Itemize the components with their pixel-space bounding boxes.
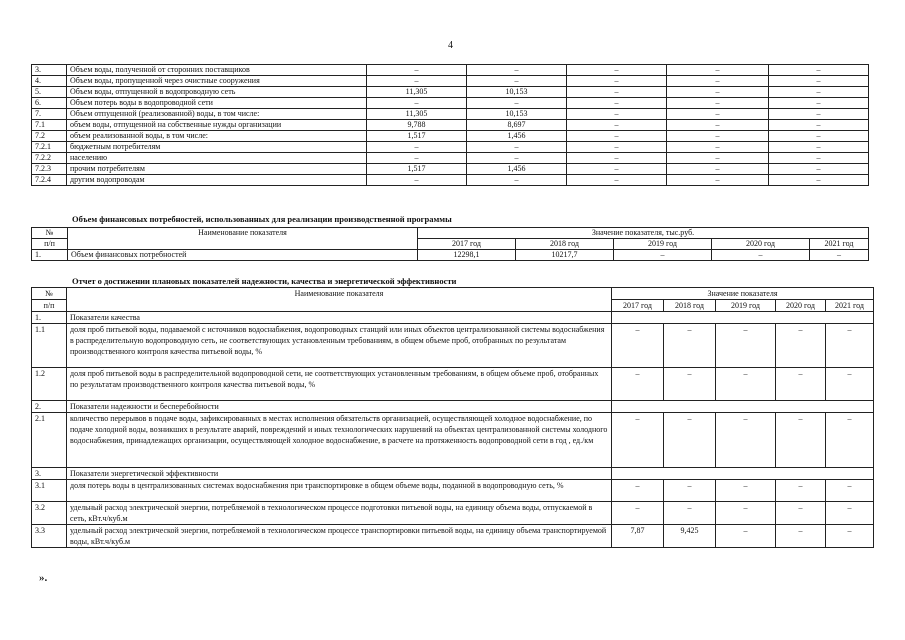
- row-value: –: [614, 250, 712, 261]
- year-header: 2018 год: [664, 300, 716, 312]
- year-header: 2019 год: [614, 239, 712, 250]
- row-name: Объем воды, полученной от сторонних поставщиков: [67, 65, 367, 76]
- row-value: 10217,7: [516, 250, 614, 261]
- row-value: 1,456: [467, 131, 567, 142]
- row-value: –: [567, 153, 667, 164]
- year-header: 2017 год: [612, 300, 664, 312]
- row-value: –: [776, 525, 826, 548]
- col-name-header: Наименование показателя: [68, 228, 418, 250]
- row-number: 1.: [32, 250, 68, 261]
- row-name: доля проб питьевой воды в распределительной водопроводной сети, не соответствующих установленным требованиям, в общем объеме проб, отобранных по результатам производственного контроля качества питьевой воды, %: [67, 368, 612, 401]
- year-header: 2017 год: [418, 239, 516, 250]
- row-value: 1,517: [367, 164, 467, 175]
- row-number: 7.2: [32, 131, 67, 142]
- col-no-header: №: [32, 228, 68, 239]
- row-value: –: [664, 480, 716, 502]
- section-row: [32, 401, 874, 413]
- row-value: –: [810, 250, 869, 261]
- row-value: –: [826, 525, 874, 548]
- table-row: [32, 65, 869, 76]
- row-value: –: [667, 65, 769, 76]
- closing-quote: ».: [39, 572, 48, 584]
- row-value: –: [716, 368, 776, 401]
- row-value: –: [567, 131, 667, 142]
- table-row: [32, 164, 869, 175]
- row-value: –: [716, 502, 776, 525]
- row-value: –: [567, 65, 667, 76]
- row-value: –: [826, 480, 874, 502]
- table-row: [32, 120, 869, 131]
- row-value: 9,788: [367, 120, 467, 131]
- row-name: объем реализованной воды, в том числе:: [67, 131, 367, 142]
- row-number: 2.: [32, 401, 67, 413]
- row-value: –: [367, 175, 467, 186]
- section-name: Показатели качества: [67, 312, 612, 324]
- section-name: Показатели надежности и бесперебойности: [67, 401, 612, 413]
- row-value: –: [716, 525, 776, 548]
- row-value: –: [769, 76, 869, 87]
- row-value: –: [367, 65, 467, 76]
- table-row: [32, 502, 874, 525]
- table-row: [32, 142, 869, 153]
- row-value: 1,456: [467, 164, 567, 175]
- page-number: 4: [448, 40, 453, 51]
- row-value: 11,305: [367, 109, 467, 120]
- row-number: 7.2.1: [32, 142, 67, 153]
- indicators-table: [31, 287, 874, 548]
- row-value: –: [826, 368, 874, 401]
- row-value: –: [612, 480, 664, 502]
- row-value: –: [667, 175, 769, 186]
- row-number: 6.: [32, 98, 67, 109]
- row-value: –: [769, 120, 869, 131]
- row-number: 3.: [32, 468, 67, 480]
- row-number: 4.: [32, 76, 67, 87]
- row-value: –: [769, 153, 869, 164]
- row-value: –: [667, 98, 769, 109]
- table-row: [32, 368, 874, 401]
- year-header: 2020 год: [776, 300, 826, 312]
- year-header: 2021 год: [826, 300, 874, 312]
- row-value: –: [567, 142, 667, 153]
- row-value: –: [667, 164, 769, 175]
- row-value: –: [367, 98, 467, 109]
- row-number: 3.1: [32, 480, 67, 502]
- water-volume-table: [31, 64, 869, 186]
- table-row: [32, 525, 874, 548]
- row-value: –: [367, 153, 467, 164]
- section-empty-cell: [612, 312, 874, 324]
- row-number: 7.2.4: [32, 175, 67, 186]
- row-value: –: [769, 175, 869, 186]
- row-value: –: [776, 480, 826, 502]
- row-name: удельный расход электрической энергии, потребляемой в технологическом процессе подготовки питьевой воды, на единицу объема воды, отпускаемой в сеть, кВт.ч/куб.м: [67, 502, 612, 525]
- row-value: –: [769, 131, 869, 142]
- row-name: удельный расход электрической энергии, потребляемой в технологическом процессе транспортировки питьевой воды, на единицу объема транспортируемой воды, кВт.ч/куб.м: [67, 525, 612, 548]
- row-number: 7.2.2: [32, 153, 67, 164]
- row-value: –: [769, 142, 869, 153]
- row-value: –: [664, 502, 716, 525]
- row-value: –: [367, 142, 467, 153]
- row-value: –: [667, 120, 769, 131]
- row-value: –: [567, 120, 667, 131]
- row-value: –: [664, 368, 716, 401]
- row-value: 9,425: [664, 525, 716, 548]
- row-value: –: [769, 87, 869, 98]
- row-value: –: [716, 480, 776, 502]
- row-value: –: [667, 87, 769, 98]
- row-value: –: [612, 324, 664, 368]
- row-number: 3.3: [32, 525, 67, 548]
- year-header: 2019 год: [716, 300, 776, 312]
- row-value: 11,305: [367, 87, 467, 98]
- row-value: –: [769, 65, 869, 76]
- row-value: –: [716, 413, 776, 468]
- row-value: –: [776, 324, 826, 368]
- row-number: 1.1: [32, 324, 67, 368]
- row-value: –: [467, 98, 567, 109]
- row-value: –: [467, 142, 567, 153]
- row-value: –: [664, 413, 716, 468]
- row-number: 7.1: [32, 120, 67, 131]
- row-number: 3.: [32, 65, 67, 76]
- row-name: доля проб питьевой воды, подаваемой с источников водоснабжения, водопроводных станций или иных объектов централизованной системы водоснабжения в распределительную водопроводную сеть, не соответствующих установленным требованиям, в общем объеме проб, отобранных по результатам производственного контроля качества питьевой воды, %: [67, 324, 612, 368]
- report-section-title: Отчет о достижении плановых показателей надежности, качества и энергетической эффективности: [72, 276, 457, 286]
- row-name: Объем воды, пропущенной через очистные сооружения: [67, 76, 367, 87]
- row-value: 8,697: [467, 120, 567, 131]
- row-value: –: [826, 502, 874, 525]
- row-name: другим водопроводам: [67, 175, 367, 186]
- row-value: –: [467, 153, 567, 164]
- row-value: –: [716, 324, 776, 368]
- table-row: [32, 324, 874, 368]
- row-value: –: [612, 502, 664, 525]
- row-number: 7.2.3: [32, 164, 67, 175]
- finance-table: [31, 227, 869, 261]
- row-value: –: [567, 175, 667, 186]
- year-header: 2021 год: [810, 239, 869, 250]
- year-header: 2018 год: [516, 239, 614, 250]
- section-empty-cell: [612, 401, 874, 413]
- row-value: –: [367, 76, 467, 87]
- row-name: доля потерь воды в централизованных системах водоснабжения при транспортировке в общем объеме воды, поданной в водопроводную сеть, %: [67, 480, 612, 502]
- col-name-header: Наименование показателя: [67, 288, 612, 312]
- row-value: –: [776, 413, 826, 468]
- row-value: 10,153: [467, 109, 567, 120]
- col-value-header: Значение показателя, тыс.руб.: [418, 228, 869, 239]
- row-value: –: [667, 76, 769, 87]
- row-value: –: [776, 368, 826, 401]
- col-no-header-2: п/п: [32, 300, 67, 312]
- row-value: –: [769, 109, 869, 120]
- row-name: объем воды, отпущенной на собственные нужды организации: [67, 120, 367, 131]
- row-value: –: [567, 109, 667, 120]
- section-row: [32, 468, 874, 480]
- row-name: Объем финансовых потребностей: [68, 250, 418, 261]
- table-row: [32, 76, 869, 87]
- row-value: 12298,1: [418, 250, 516, 261]
- row-value: –: [567, 87, 667, 98]
- row-number: 1.2: [32, 368, 67, 401]
- row-value: –: [826, 324, 874, 368]
- table-row: [32, 98, 869, 109]
- row-number: 1.: [32, 312, 67, 324]
- col-no-header: №: [32, 288, 67, 300]
- row-value: –: [826, 413, 874, 468]
- row-value: –: [467, 76, 567, 87]
- table-row: [32, 250, 869, 261]
- row-value: –: [769, 164, 869, 175]
- row-number: 7.: [32, 109, 67, 120]
- row-number: 2.1: [32, 413, 67, 468]
- finance-section-title: Объем финансовых потребностей, использованных для реализации производственной программы: [72, 214, 452, 224]
- row-number: 3.2: [32, 502, 67, 525]
- row-name: Объем отпущенной (реализованной) воды, в том числе:: [67, 109, 367, 120]
- row-value: –: [667, 153, 769, 164]
- table-row: [32, 109, 869, 120]
- row-name: Объем воды, отпущенной в водопроводную сеть: [67, 87, 367, 98]
- row-value: 7,87: [612, 525, 664, 548]
- table-row: [32, 87, 869, 98]
- col-no-header-2: п/п: [32, 239, 68, 250]
- row-value: –: [467, 65, 567, 76]
- row-value: –: [667, 131, 769, 142]
- row-name: Объем потерь воды в водопроводной сети: [67, 98, 367, 109]
- row-value: 1,517: [367, 131, 467, 142]
- table-row: [32, 480, 874, 502]
- col-value-header: Значение показателя: [612, 288, 874, 300]
- section-name: Показатели энергетической эффективности: [67, 468, 612, 480]
- row-value: –: [612, 413, 664, 468]
- table-row: [32, 175, 869, 186]
- section-empty-cell: [612, 468, 874, 480]
- row-value: –: [667, 109, 769, 120]
- table-row: [32, 131, 869, 142]
- row-value: –: [567, 164, 667, 175]
- row-value: –: [467, 175, 567, 186]
- row-value: –: [769, 98, 869, 109]
- row-value: –: [612, 368, 664, 401]
- row-value: –: [567, 98, 667, 109]
- row-name: прочим потребителям: [67, 164, 367, 175]
- section-row: [32, 312, 874, 324]
- row-number: 5.: [32, 87, 67, 98]
- table-row: [32, 413, 874, 468]
- year-header: 2020 год: [712, 239, 810, 250]
- row-value: 10,153: [467, 87, 567, 98]
- row-value: –: [712, 250, 810, 261]
- row-name: количество перерывов в подаче воды, зафиксированных в местах исполнения обязательств организацией, осуществляющей холодное водоснабжение, по подаче холодной воды, возникших в результате аварий, повреждений и иных технологических нарушений на объектах централизованной системы холодного водоснабжения, принадлежащих организации, осуществляющей холодное водоснабжение, в расчете на протяженность водопроводной сети в год , ед./км: [67, 413, 612, 468]
- row-value: –: [776, 502, 826, 525]
- row-value: –: [567, 76, 667, 87]
- row-value: –: [667, 142, 769, 153]
- row-value: –: [664, 324, 716, 368]
- row-name: населению: [67, 153, 367, 164]
- table-row: [32, 153, 869, 164]
- row-name: бюджетным потребителям: [67, 142, 367, 153]
